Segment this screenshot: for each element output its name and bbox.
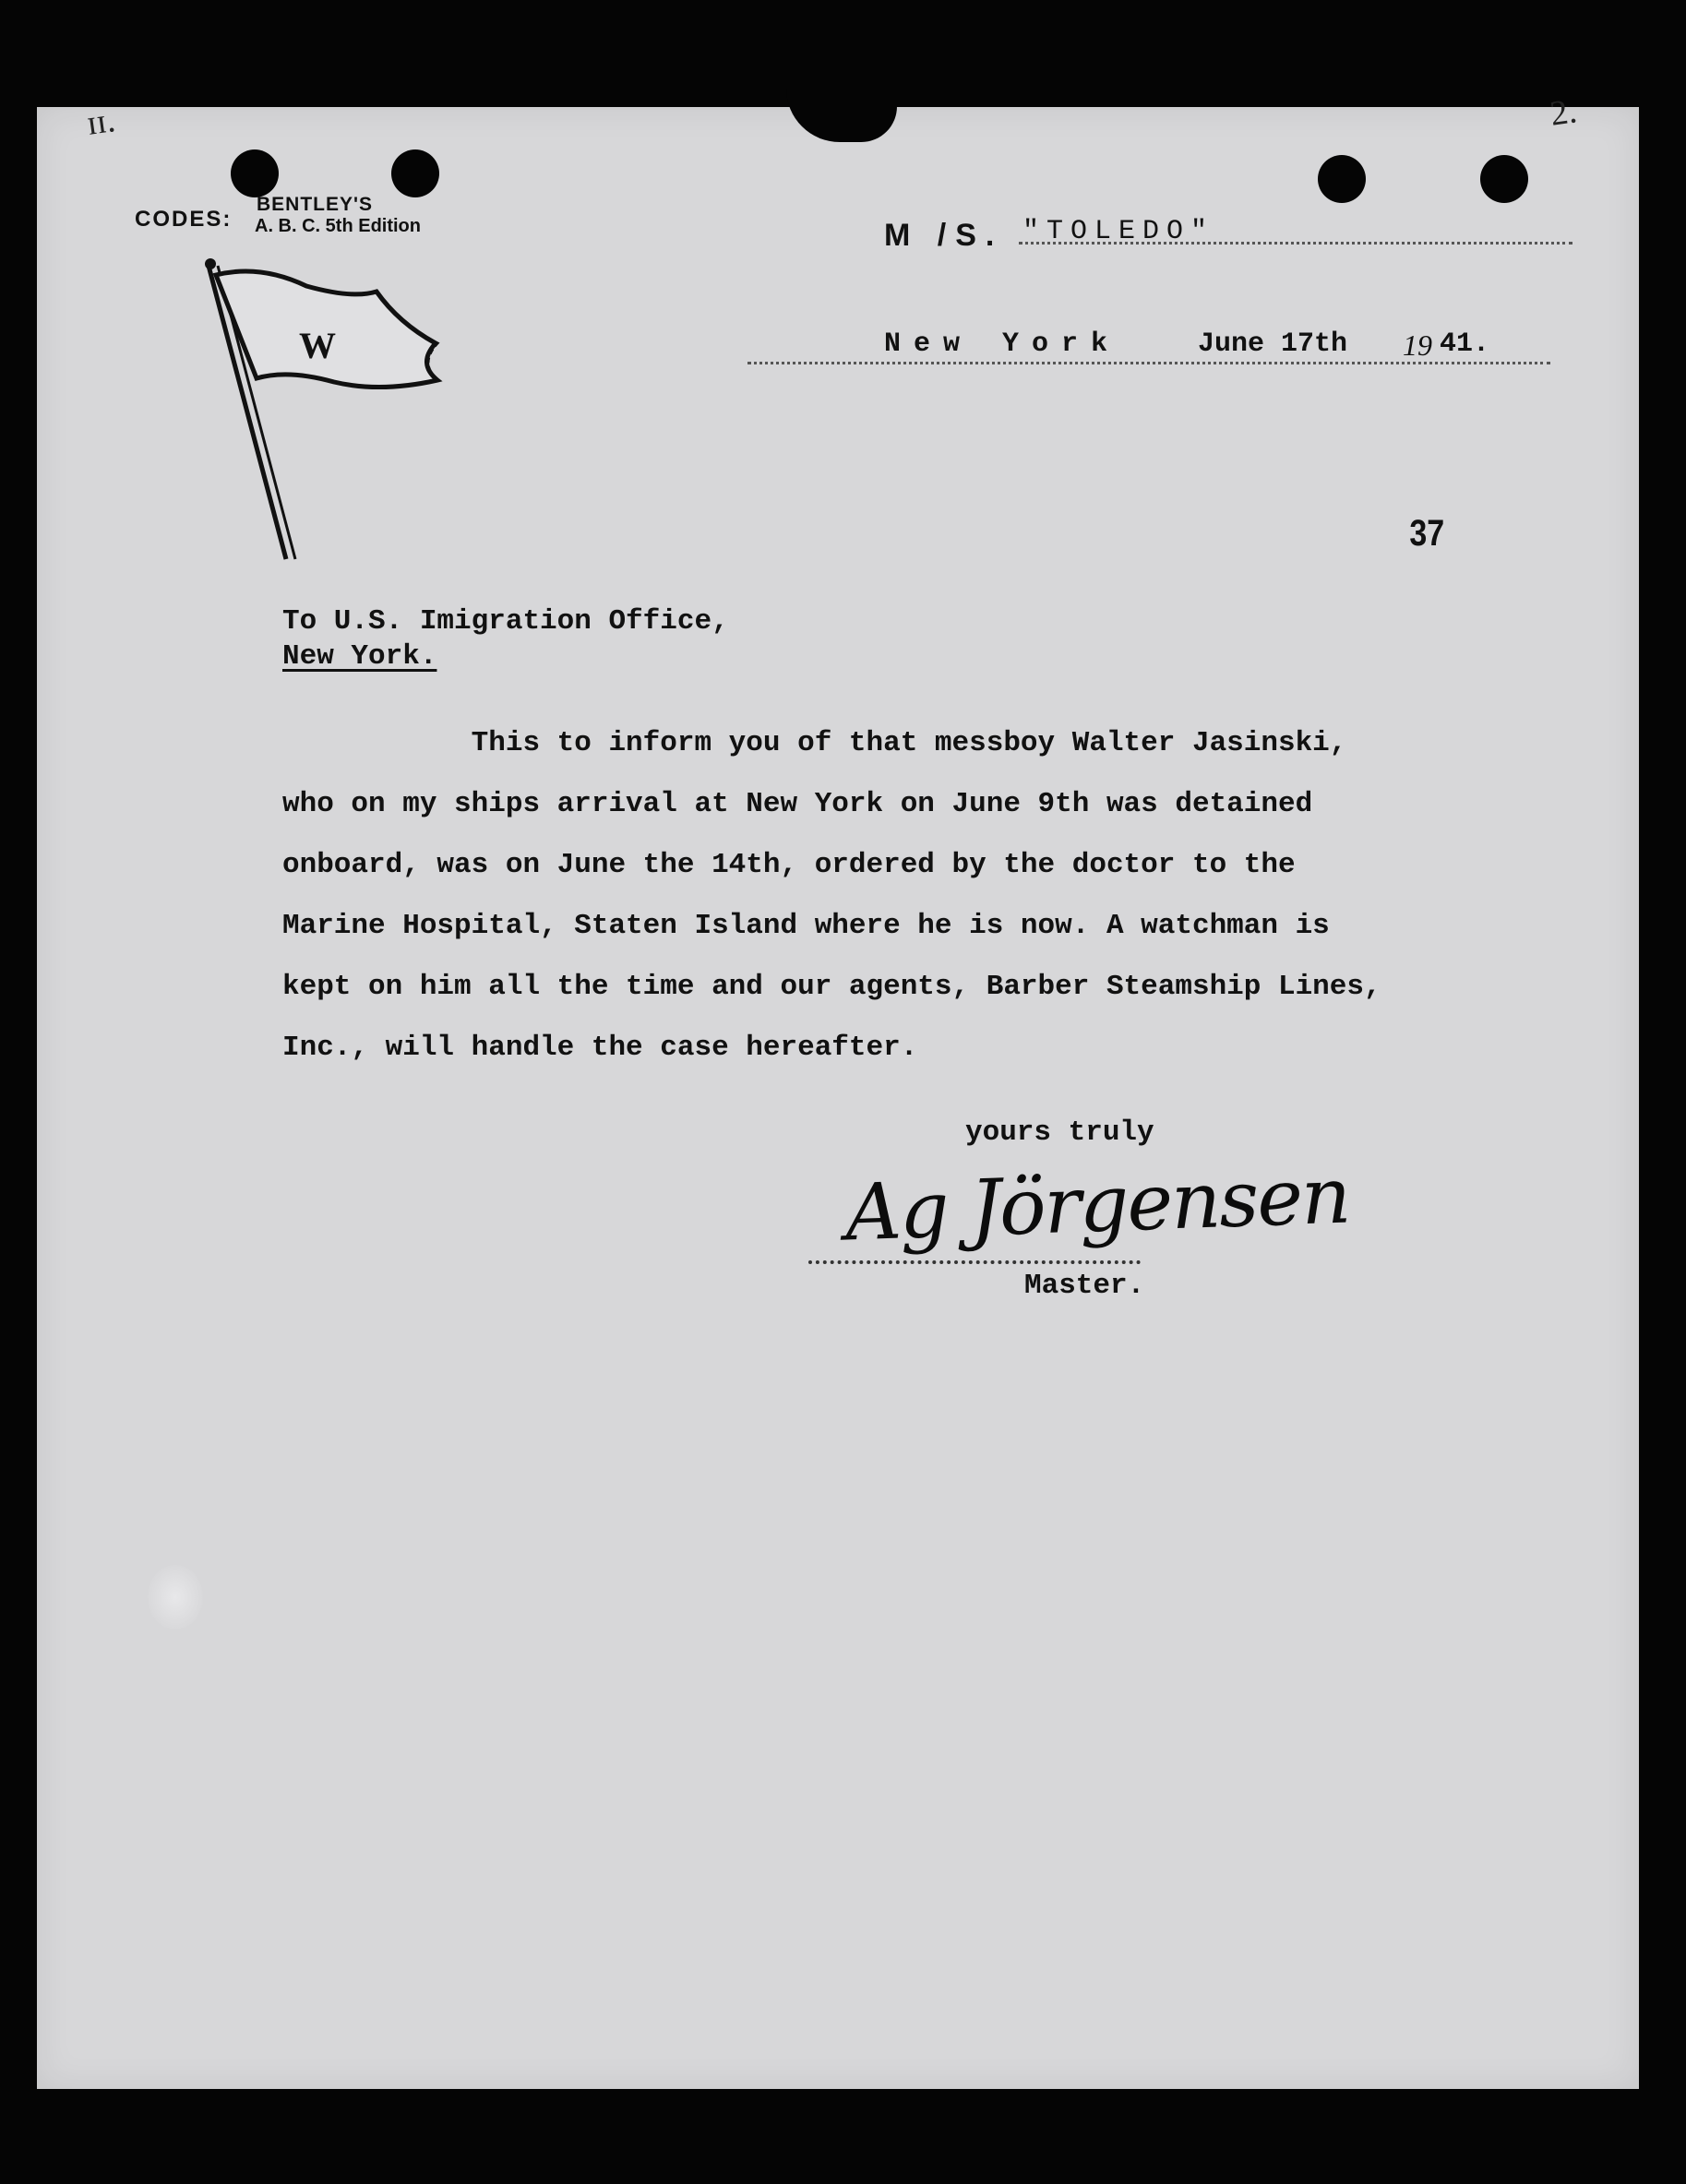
logo-letter: W — [299, 325, 336, 366]
date-day: June 17th — [1198, 328, 1348, 360]
corner-mark-left: ɪɪ. — [84, 101, 118, 143]
punch-hole-left-2 — [391, 149, 439, 197]
body-line: This to inform you of that messboy Walter Jasinski, — [282, 727, 1347, 759]
codes-edition: A. B. C. 5th Edition — [255, 216, 421, 236]
punch-hole-left-1 — [231, 149, 279, 197]
flag-logo-icon — [196, 255, 454, 568]
body-line: Inc., will handle the case hereafter. — [282, 1032, 918, 1064]
date-year-typed: 41. — [1440, 328, 1490, 360]
body-line: onboard, was on June the 14th, ordered by the doctor to the — [282, 849, 1296, 881]
date-year-handwritten: 19 — [1403, 328, 1432, 362]
signature: Ag Jörgensen — [843, 1150, 1351, 1259]
recipient-line-2: New York. — [282, 640, 437, 673]
corner-mark-right: 2. — [1548, 91, 1580, 134]
paper-smudge — [148, 1565, 203, 1629]
recipient-line-1: To U.S. Imigration Office, — [282, 605, 729, 638]
signature-dotted-line — [808, 1260, 1141, 1264]
ship-name: "TOLEDO" — [1022, 216, 1215, 247]
punch-hole-right-2 — [1480, 155, 1528, 203]
ship-prefix: M /S. — [884, 218, 1004, 253]
letter-page — [37, 91, 1639, 2089]
paper-tear — [786, 89, 897, 142]
body-line: who on my ships arrival at New York on June 9th was detained — [282, 788, 1313, 820]
codes-label: CODES: — [135, 207, 233, 232]
signer-title: Master. — [1024, 1270, 1145, 1302]
date-city: New York — [884, 328, 1121, 360]
body-line: Marine Hospital, Staten Island where he is now. A watchman is — [282, 910, 1330, 942]
punch-hole-right-1 — [1318, 155, 1366, 203]
body-line: kept on him all the time and our agents, Barber Steamship Lines, — [282, 971, 1381, 1003]
page-number: 37 — [1409, 513, 1445, 554]
codes-name: BENTLEY'S — [257, 194, 374, 215]
closing: yours truly — [965, 1116, 1154, 1149]
